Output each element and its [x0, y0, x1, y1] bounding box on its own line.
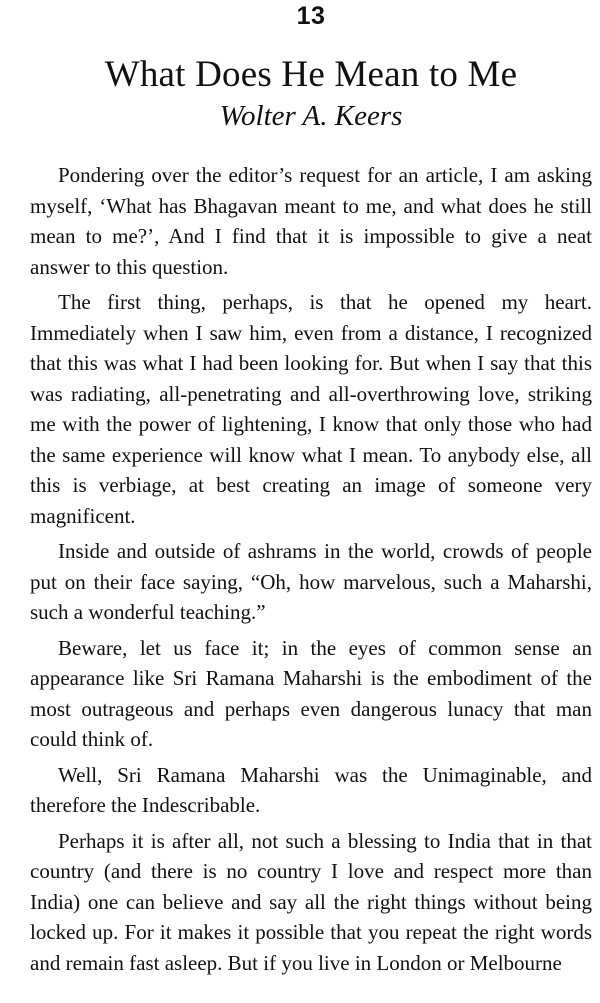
author-name: Wolter A. Keers: [219, 100, 403, 132]
paragraph-1: Pondering over the editor’s request for an article, I am asking myself, ‘What has Bhagavan meant to me, and what does he still mean to me?’, And I find that it is impossible to give a neat answer to this question.: [30, 163, 592, 279]
paragraph-4: Beware, let us face it; in the eyes of common sense an appearance like Sri Ramana Maharshi is the embodiment of the most outrageous and perhaps even dangerous lunacy that man could think of.: [30, 635, 592, 751]
paragraph-3: Inside and outside of ashrams in the world, crowds of people put on their face saying, “Oh, how marvelous, such a Maharshi, such a wonderful teaching.”: [30, 539, 592, 624]
paragraph-6: Perhaps it is after all, not such a blessing to India that in that country (and there is no country I love and respect more than India) one can believe and say all the right things without being locked up. For it makes it possible that you repeat the right words and remain fast asleep. But if you live in London or Melbourne: [30, 828, 592, 975]
article-body: [30, 160, 592, 978]
paragraph-2: The first thing, perhaps, is that he opened my heart. Immediately when I saw him, even from a distance, I recognized that this was what I had been looking for. But when I say that this was radiating, all-penetrating and all-overthrowing love, striking me with the power of lightening, I know that only those who had the same experience will know what I mean. To anybody else, all this is verbiage, at best creating an image of someone very magnificent.: [30, 290, 592, 528]
paragraph-5: Well, Sri Ramana Maharshi was the Unimaginable, and therefore the Indescribable.: [30, 762, 592, 817]
chapter-number: 13: [296, 2, 326, 30]
chapter-title: What Does He Mean to Me: [104, 54, 518, 95]
